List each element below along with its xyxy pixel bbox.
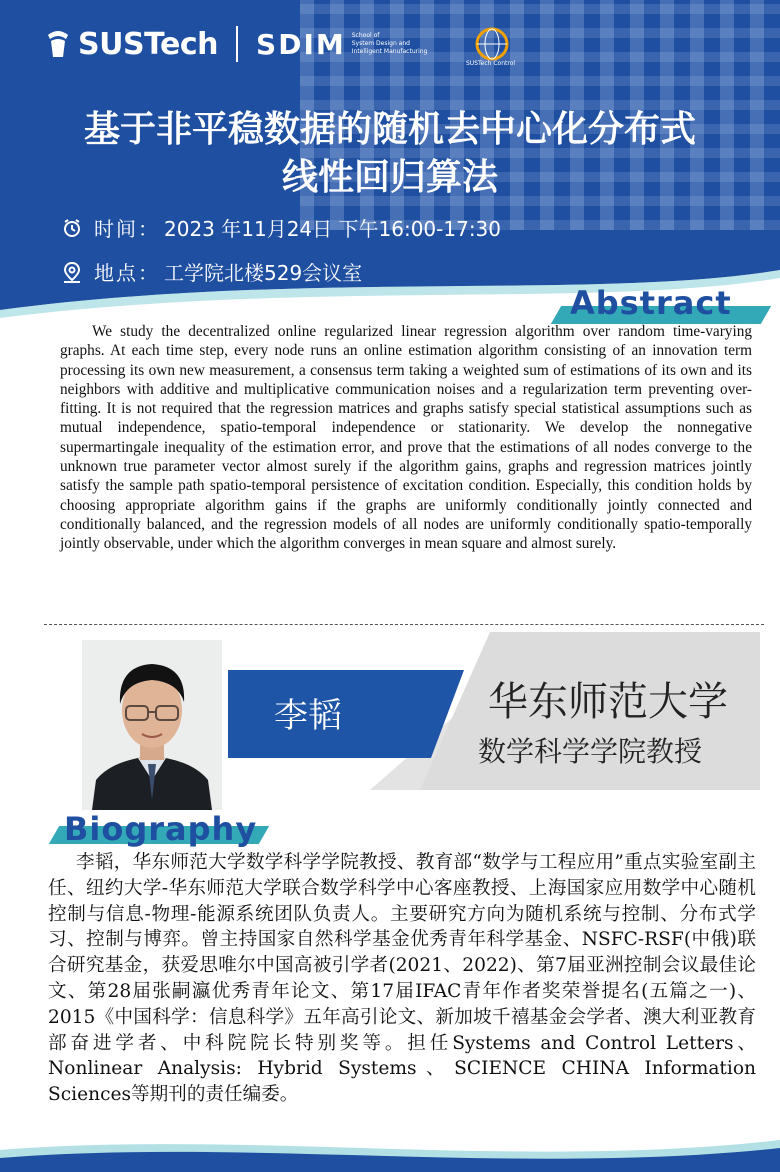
sustech-logo	[44, 26, 442, 62]
biography-heading: Biography	[64, 810, 258, 848]
talk-title-line2: 线性回归算法	[281, 157, 498, 198]
sustech-control-logo	[466, 26, 520, 70]
talk-title-line1: 基于非平稳数据的随机去中心化分布式	[83, 109, 696, 150]
place-value: 工学院北楼529会议室	[164, 261, 363, 285]
footer-wave	[0, 1120, 780, 1172]
school-name	[352, 32, 442, 56]
control-logo-label: SUSTech Control	[466, 60, 516, 67]
school-line: System Design and	[351, 40, 410, 47]
time-value: 2023 年11月24日 下午16:00-17:30	[164, 217, 502, 241]
logo-divider	[236, 26, 238, 62]
speaker-position: 数学科学学院教授	[478, 735, 703, 768]
speaker-university: 华东师范大学	[488, 679, 728, 725]
sustech-emblem-icon	[44, 27, 72, 61]
biography-text: 李韬，华东师范大学数学科学学院教授、教育部“数学与工程应用”重点实验室副主任、纽约大学-华东师范大学联合数学科学中心客座教授、上海国家应用数学中心随机控制与信息-物理-能源系统团队负责人。主要研究方向为随机系统与控制、分布式学习、控制与博弈。曾主持国家自然科学基金优秀青年科学基金、NSFC-RSF(中俄)联合研究基金，获爱思唯尔中国高被引学者(2021、2022)、第7届亚洲控制会议最佳论文、第28届张嗣瀛优秀青年论文、第17届IFAC青年作者奖荣誉提名(五篇之一)、2015《中国科学：信息科学》五年高引论文、新加坡千禧基金会学者、澳大利亚教育部奋进学者、中科院院长特别奖等。担任Systems and Control Letters、Nonlinear Analysis: Hybrid Systems、SCIENCE CHINA Information Sciences等期刊的责任编委。	[48, 852, 757, 1106]
abstract-heading: Abstract	[570, 284, 732, 322]
speaker-name: 李韬	[274, 696, 342, 736]
speaker-portrait-icon	[82, 640, 222, 810]
place-label: 地点：	[94, 261, 160, 285]
school-line: School of	[351, 32, 380, 39]
time-label: 时间：	[94, 217, 160, 241]
talk-title	[0, 106, 780, 202]
school-line: Intelligent Manufacturing	[351, 48, 428, 55]
abstract-text: We study the decentralized online regularized linear regression algorithm over random time-varying graphs. At each time step, every node runs an online estimation algorithm consisting of an innovation term processing its own new measurement, a consensus term taking a weighted sum of estimations of its own and its neighbors with additive and multiplicative communication noises and a regularization term preventing over-fitting. It is not required that the regression matrices and graphs satisfy special statistical assumptions such as mutual independence, spatio-temporal independence or stationarity. We develop the nonnegative supermartingale inequality of the estimation error, and prove that the estimations of all nodes converge to the unknown true parameter vector almost surely if the algorithm gains, graphs and regression matrices jointly satisfy the sample path spatio-temporal persistence of excitation condition. Especially, this condition holds by choosing appropriate algorithm gains if the graphs are uniformly conditionally jointly connected and conditionally balanced, and the regression models of all nodes are uniformly conditionally spatio-temporally jointly observable, under which the algorithm converges in mean square and almost surely.	[60, 323, 752, 553]
sdim-logo-text: SDIM	[256, 27, 346, 61]
section-divider	[44, 624, 764, 625]
speaker-photo	[82, 640, 222, 810]
sustech-logo-text: SUSTech	[78, 26, 219, 62]
